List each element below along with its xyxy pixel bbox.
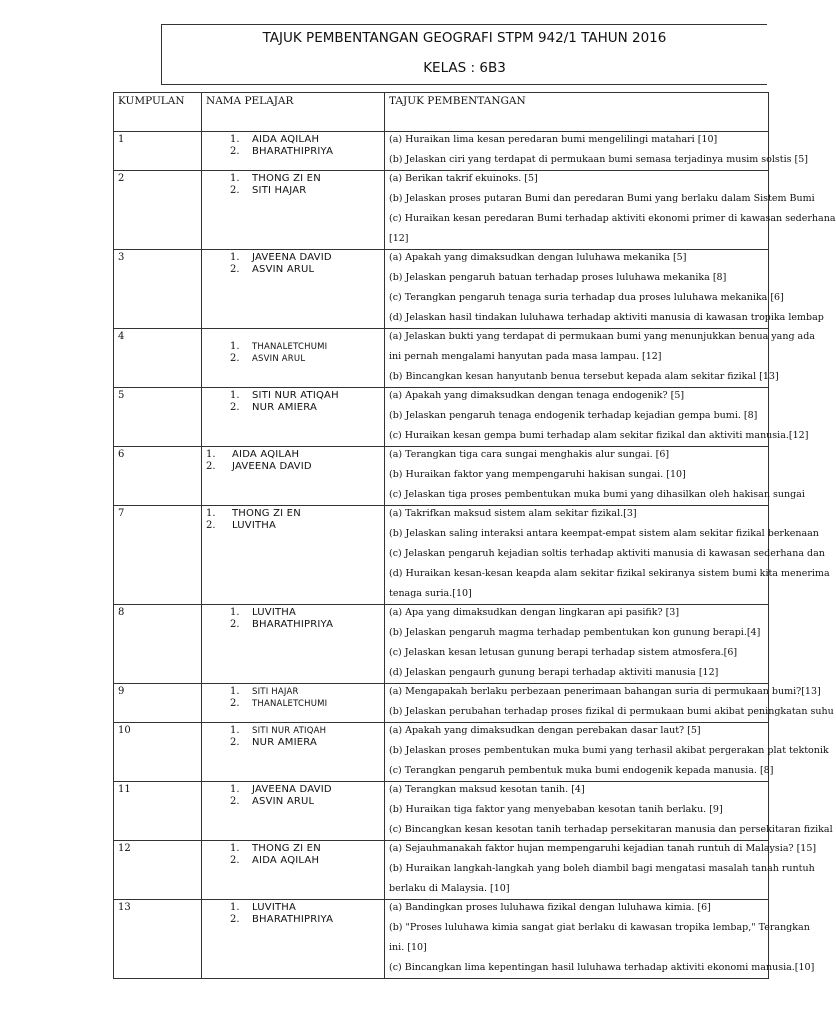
student-name: 1. JAVEENA DAVID xyxy=(230,784,332,795)
header-nama-pelajar: NAMA PELAJAR xyxy=(202,93,385,132)
group-number: 11 xyxy=(114,782,202,841)
table-header-row xyxy=(114,93,769,132)
class-label: KELAS : 6B3 xyxy=(423,60,506,76)
topic-question: (c) Huraikan kesan gempa bumi terhadap alam sekitar fizikal dan aktiviti manusia.[12] xyxy=(389,430,809,441)
topic-question: (a) Apakah yang dimaksudkan dengan luluhawa mekanika [5] xyxy=(389,252,687,263)
table-row xyxy=(114,605,769,684)
student-name-list xyxy=(206,508,381,532)
topic-question: (b) Huraikan faktor yang mempengaruhi hakisan sungai. [10] xyxy=(389,469,686,480)
topic-question: (a) Takrifkan maksud sistem alam sekitar fizikal.[3] xyxy=(389,508,637,519)
table-row xyxy=(114,684,769,723)
presentation-topics-cell xyxy=(385,605,769,684)
topic-question: (c) Huraikan kesan peredaran Bumi terhadap aktiviti ekonomi primer di kawasan sederhana xyxy=(389,213,836,224)
student-names-cell xyxy=(202,684,385,723)
topic-question: (d) Jelaskan pengaurh gunung berapi terhadap aktiviti manusia [12] xyxy=(389,667,719,678)
presentation-topics-cell xyxy=(385,171,836,250)
student-names-cell xyxy=(202,447,385,506)
student-name: 1. JAVEENA DAVID xyxy=(230,252,332,263)
group-number: 10 xyxy=(114,723,202,782)
student-name: 2. AIDA AQILAH xyxy=(230,855,320,866)
topic-question: (a) Berikan takrif ekuinoks. [5] xyxy=(389,173,538,184)
topic-question: (a) Apa yang dimaksudkan dengan lingkaran api pasifik? [3] xyxy=(389,607,680,618)
student-names-cell xyxy=(202,782,385,841)
student-names-cell xyxy=(202,388,385,447)
student-names-cell xyxy=(202,329,385,388)
presentation-table xyxy=(113,92,836,979)
student-name: 2. NUR AMIERA xyxy=(230,737,318,748)
student-name: 1. AIDA AQILAH xyxy=(230,134,320,145)
presentation-topics-cell xyxy=(385,900,815,979)
student-names-cell xyxy=(202,132,385,171)
topic-question: (b) Jelaskan proses pembentukan muka bumi yang terhasil akibat pergerakan plat tektonik xyxy=(389,745,829,756)
table-row xyxy=(114,388,769,447)
topic-question: (a) Terangkan maksud kesotan tanih. [4] xyxy=(389,784,585,795)
student-name: 1. SITI NUR ATIQAH xyxy=(230,390,339,401)
student-names-cell xyxy=(202,841,385,900)
student-name: 2. BHARATHIPRIYA xyxy=(230,914,334,925)
topic-question: (b) Jelaskan pengaruh batuan terhadap proses luluhawa mekanika [8] xyxy=(389,272,727,283)
student-names-cell xyxy=(202,250,385,329)
student-name: 1. THONG ZI EN xyxy=(230,173,321,184)
student-name-list xyxy=(206,686,381,710)
presentation-topics-cell xyxy=(385,132,808,171)
group-number: 3 xyxy=(114,250,202,329)
table-row xyxy=(114,250,769,329)
student-names-cell xyxy=(202,171,385,250)
topic-question: [12] xyxy=(389,233,409,244)
header-kumpulan: KUMPULAN xyxy=(114,93,202,132)
document-title: TAJUK PEMBENTANGAN GEOGRAFI STPM 942/1 TAHUN 2016 xyxy=(262,30,667,46)
student-name: 1. LUVITHA xyxy=(230,902,297,913)
presentation-topics-cell xyxy=(385,723,829,782)
group-number: 1 xyxy=(114,132,202,171)
table-row xyxy=(114,132,769,171)
group-number: 4 xyxy=(114,329,202,388)
student-names-cell xyxy=(202,605,385,684)
topic-question: (b) Jelaskan saling interaksi antara keempat-empat sistem alam sekitar fizikal berkenaan xyxy=(389,528,819,539)
student-names-cell xyxy=(202,723,385,782)
student-name: 2. LUVITHA xyxy=(206,520,277,531)
topic-question: (a) Sejauhmanakah faktor hujan mempengaruhi kejadian tanah runtuh di Malaysia? [15] xyxy=(389,843,817,854)
student-name: 1. THONG ZI EN xyxy=(230,843,321,854)
topic-question: (b) Jelaskan proses putaran Bumi dan peredaran Bumi yang berlaku dalam Sistem Bumi xyxy=(389,193,815,204)
table-row xyxy=(114,841,769,900)
topic-question: (b) Bincangkan kesan hanyutanb benua tersebut kepada alam sekitar fizikal [13] xyxy=(389,371,779,382)
student-name-list xyxy=(206,341,381,365)
topic-question: ini. [10] xyxy=(389,942,427,953)
group-number: 5 xyxy=(114,388,202,447)
topic-question: (a) Jelaskan bukti yang terdapat di permukaan bumi yang menunjukkan benua yang ada xyxy=(389,331,815,342)
student-name: 2. JAVEENA DAVID xyxy=(206,461,312,472)
presentation-topics-cell xyxy=(385,506,830,605)
student-name: 2. BHARATHIPRIYA xyxy=(230,619,334,630)
topic-question: (a) Huraikan lima kesan peredaran bumi mengelilingi matahari [10] xyxy=(389,134,718,145)
topic-question: (b) Jelaskan perubahan terhadap proses fizikal di permukaan bumi akibat peningkatan suhu xyxy=(389,706,834,717)
presentation-topics-cell xyxy=(385,447,805,506)
student-name-list xyxy=(206,725,381,749)
topic-question: (b) Jelaskan pengaruh tenaga endogenik terhadap kejadian gempa bumi. [8] xyxy=(389,410,758,421)
table-row xyxy=(114,723,769,782)
group-number: 13 xyxy=(114,900,202,979)
group-number: 9 xyxy=(114,684,202,723)
student-name: 2. THANALETCHUMI xyxy=(230,698,328,709)
topic-question: (c) Jelaskan pengaruh kejadian soltis terhadap aktiviti manusia di kawasan sederhana dan xyxy=(389,548,825,559)
student-name: 2. ASVIN ARUL xyxy=(230,264,315,275)
table-row xyxy=(114,329,769,388)
student-name-list xyxy=(206,134,381,158)
topic-question: (b) "Proses luluhawa kimia sangat giat berlaku di kawasan tropika lembap," Terangkan xyxy=(389,922,810,933)
topic-question: (d) Huraikan kesan-kesan keapda alam sekitar fizikal sekiranya sistem bumi kita menerima xyxy=(389,568,830,579)
student-name: 2. ASVIN ARUL xyxy=(230,796,315,807)
table-row xyxy=(114,171,769,250)
topic-question: ini pernah mengalami hanyutan pada masa lampau. [12] xyxy=(389,351,662,362)
topic-question: (a) Terangkan tiga cara sungai menghakis alur sungai. [6] xyxy=(389,449,670,460)
topic-question: (b) Jelaskan pengaruh magma terhadap pembentukan kon gunung berapi.[4] xyxy=(389,627,761,638)
topic-question: (a) Bandingkan proses luluhawa fizikal dengan luluhawa kimia. [6] xyxy=(389,902,711,913)
topic-question: (b) Huraikan langkah-langkah yang boleh diambil bagi mengatasi masalah tanah runtuh xyxy=(389,863,815,874)
table-row xyxy=(114,447,769,506)
topic-question: (a) Apakah yang dimaksudkan dengan tenaga endogenik? [5] xyxy=(389,390,685,401)
student-name: 1. THANALETCHUMI xyxy=(230,341,328,352)
group-number: 8 xyxy=(114,605,202,684)
presentation-topics-cell xyxy=(385,250,824,329)
student-name-list xyxy=(206,173,381,197)
header-tajuk: TAJUK PEMBENTANGAN xyxy=(385,93,769,132)
topic-question: (c) Jelaskan kesan letusan gunung berapi terhadap sistem atmosfera.[6] xyxy=(389,647,738,658)
student-name-list xyxy=(206,390,381,414)
student-name-list xyxy=(206,449,381,473)
topic-question: (c) Bincangkan kesan kesotan tanih terhadap persekitaran manusia dan persekitaran fizikal xyxy=(389,824,833,835)
table-row xyxy=(114,782,769,841)
student-name-list xyxy=(206,784,381,808)
topic-question: (c) Bincangkan lima kepentingan hasil luluhawa terhadap aktiviti ekonomi manusia.[10] xyxy=(389,962,815,973)
topic-question: (b) Jelaskan ciri yang terdapat di permukaan bumi semasa terjadinya musim solstis [5] xyxy=(389,154,808,165)
topic-question: (c) Terangkan pengaruh pembentuk muka bumi endogenik kepada manusia. [8] xyxy=(389,765,774,776)
title-box xyxy=(161,24,767,85)
topic-question: (c) Terangkan pengaruh tenaga suria terhadap dua proses luluhawa mekanika [6] xyxy=(389,292,784,303)
student-name: 1. SITI NUR ATIQAH xyxy=(230,725,327,736)
student-name-list xyxy=(206,607,381,631)
student-names-cell xyxy=(202,900,385,979)
topic-question: berlaku di Malaysia. [10] xyxy=(389,883,510,894)
topic-question: (b) Huraikan tiga faktor yang menyebaban kesotan tanih berlaku. [9] xyxy=(389,804,723,815)
presentation-topics-cell xyxy=(385,388,809,447)
presentation-topics-cell xyxy=(385,329,815,388)
table-row xyxy=(114,506,769,605)
topic-question: (c) Jelaskan tiga proses pembentukan muka bumi yang dihasilkan oleh hakisan sungai xyxy=(389,489,805,500)
group-number: 12 xyxy=(114,841,202,900)
presentation-topics-cell xyxy=(385,841,817,900)
presentation-topics-cell xyxy=(385,684,834,723)
student-names-cell xyxy=(202,506,385,605)
student-name: 2. BHARATHIPRIYA xyxy=(230,146,334,157)
student-name-list xyxy=(206,252,381,276)
group-number: 6 xyxy=(114,447,202,506)
student-name: 2. SITI HAJAR xyxy=(230,185,307,196)
student-name: 1. THONG ZI EN xyxy=(206,508,301,519)
group-number: 2 xyxy=(114,171,202,250)
topic-question: (a) Mengapakah berlaku perbezaan penerimaan bahangan suria di permukaan bumi?[13] xyxy=(389,686,821,697)
student-name: 1. LUVITHA xyxy=(230,607,297,618)
student-name: 1. AIDA AQILAH xyxy=(206,449,300,460)
topic-question: (a) Apakah yang dimaksudkan dengan perebakan dasar laut? [5] xyxy=(389,725,701,736)
student-name: 1. SITI HAJAR xyxy=(230,686,299,697)
student-name-list xyxy=(206,843,381,867)
student-name: 2. ASVIN ARUL xyxy=(230,353,306,364)
student-name: 2. NUR AMIERA xyxy=(230,402,318,413)
topic-question: tenaga suria.[10] xyxy=(389,588,472,599)
presentation-topics-cell xyxy=(385,782,833,841)
table-row xyxy=(114,900,769,979)
topic-question: (d) Jelaskan hasil tindakan luluhawa terhadap aktiviti manusia di kawasan tropika lembap xyxy=(389,312,824,323)
group-number: 7 xyxy=(114,506,202,605)
student-name-list xyxy=(206,902,381,926)
